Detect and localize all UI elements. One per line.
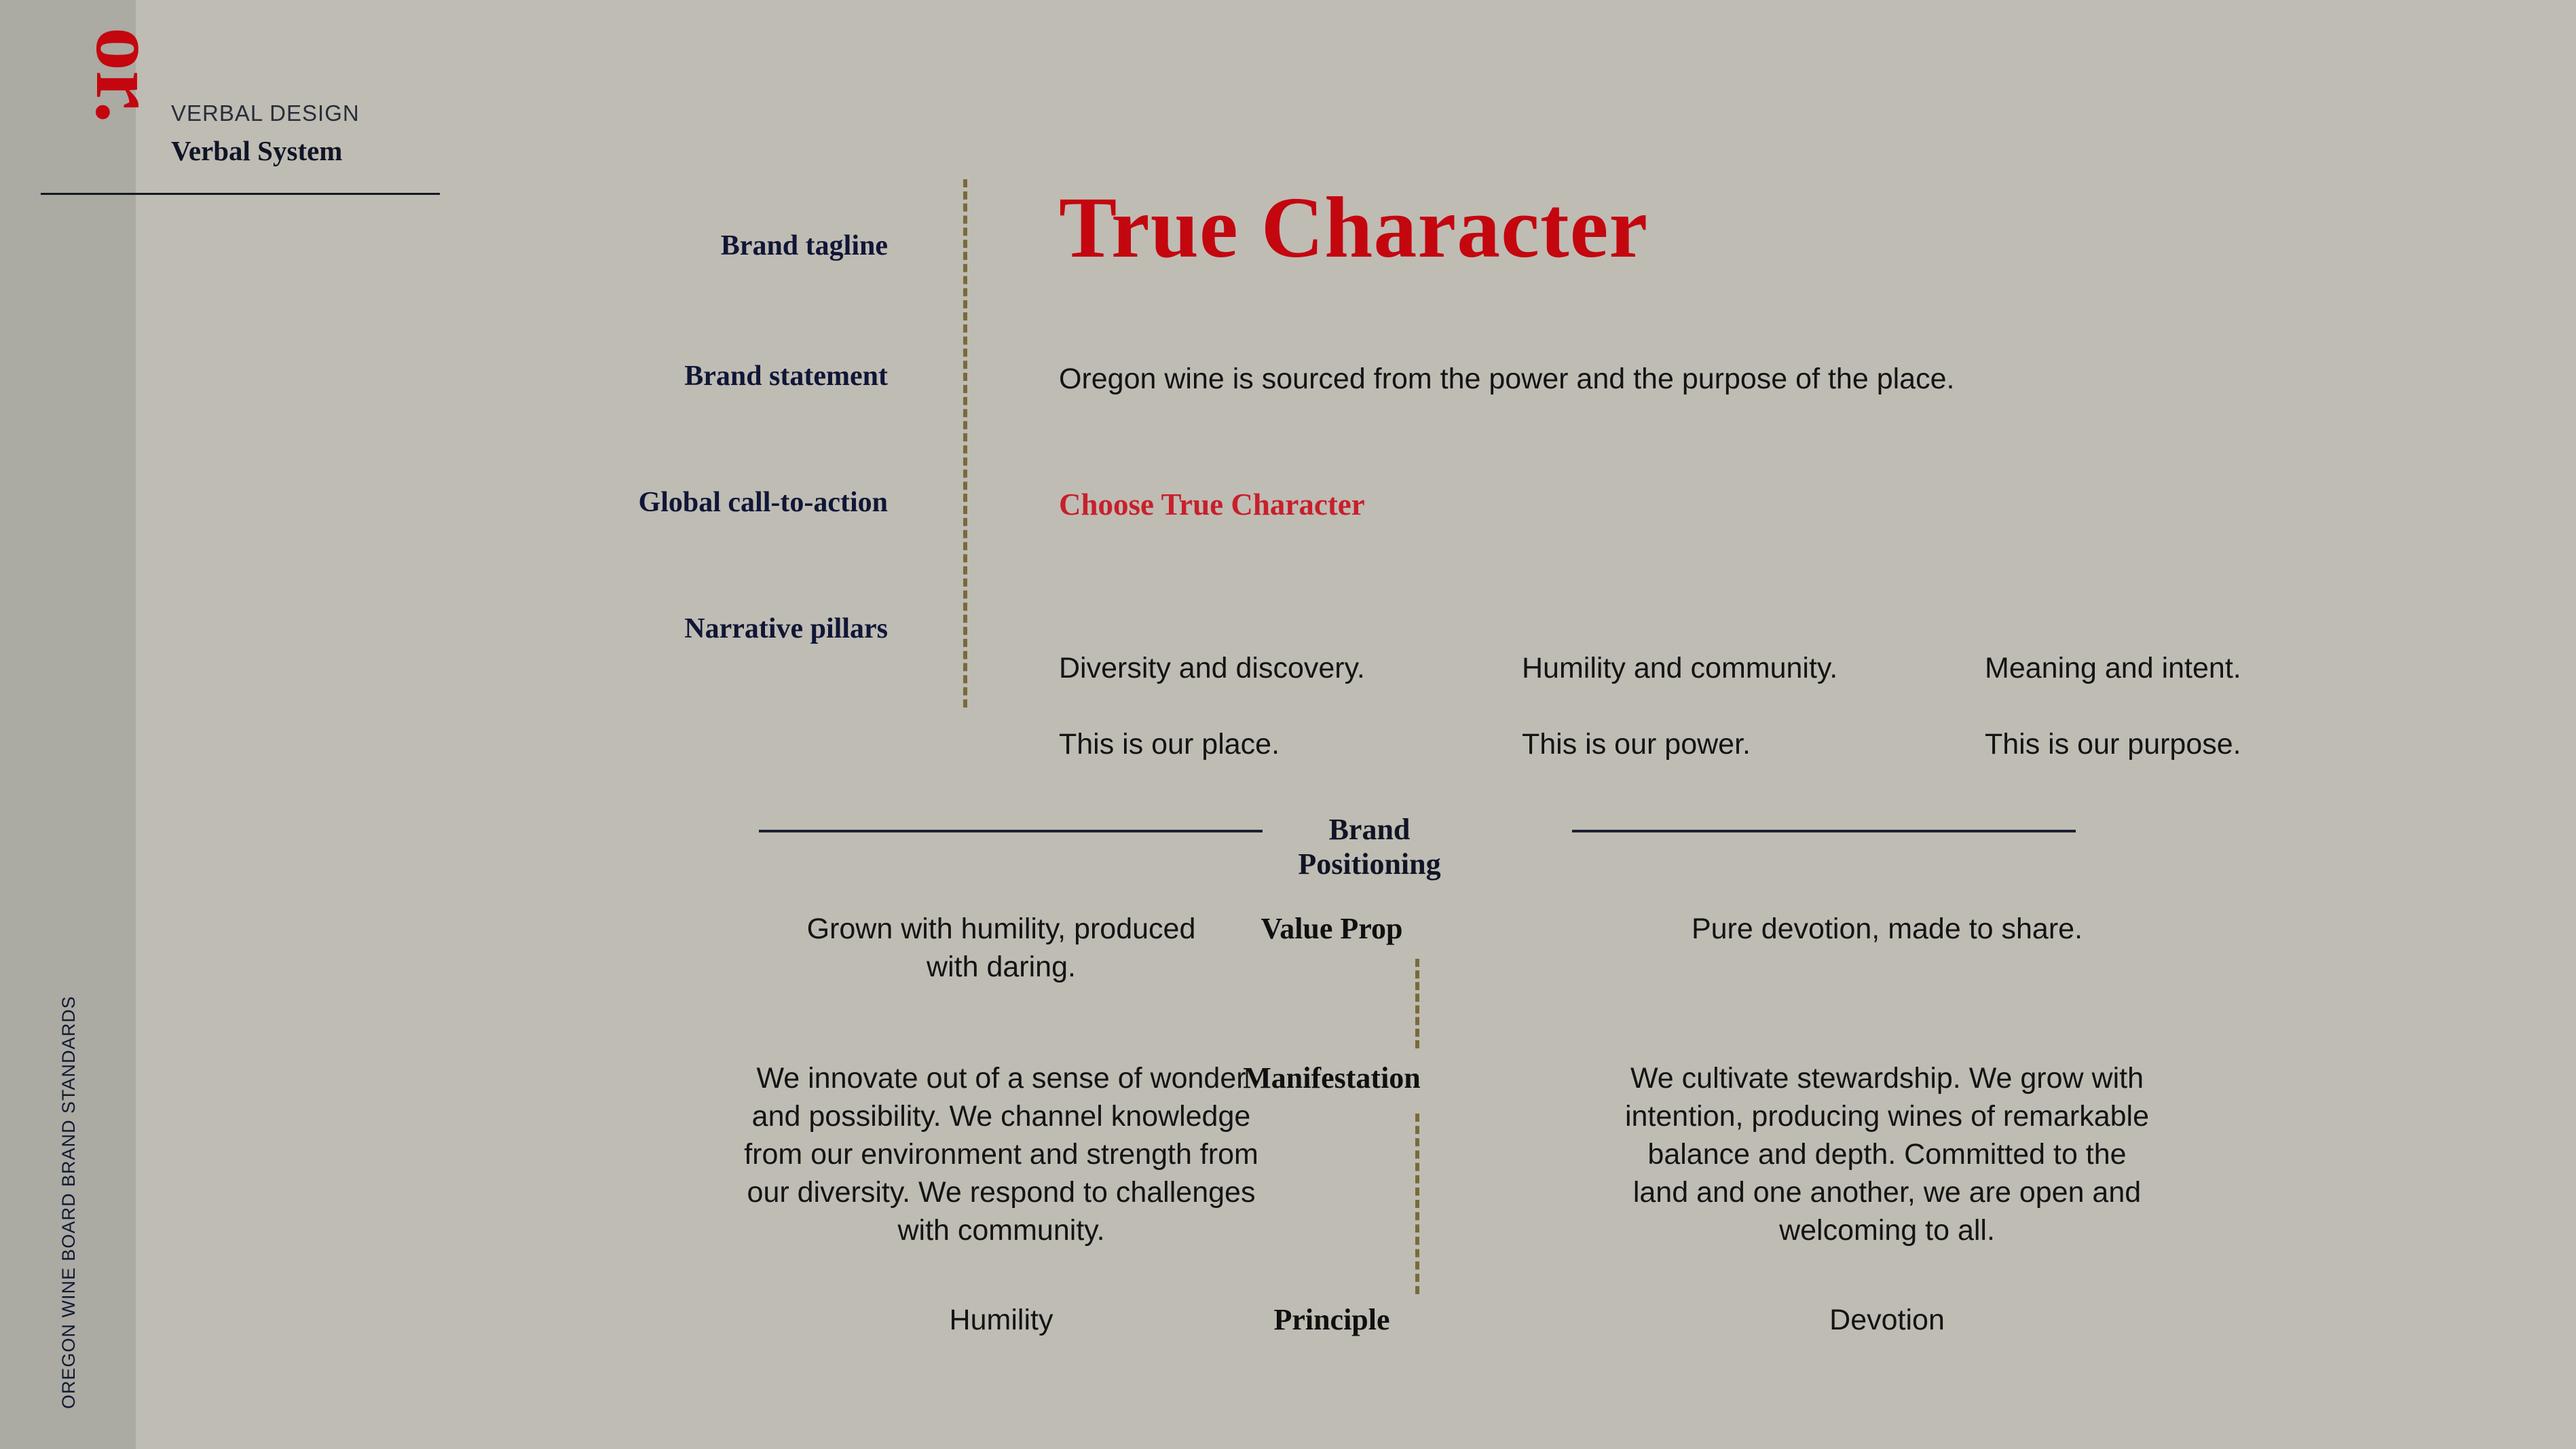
narrative-pillar [1985,611,2241,801]
pillar-line: This is our power. [1522,728,1751,760]
manifestation-label: Manifestation [1243,1061,1421,1095]
rows-vertical-divider [963,179,967,708]
label-brand-tagline: Brand tagline [720,230,888,261]
principle-label: Principle [1273,1303,1390,1336]
global-cta: Choose True Character [1059,488,1365,521]
narrative-pillar [1059,611,1365,801]
value-prop-label: Value Prop [1261,912,1403,945]
header-divider [41,193,440,195]
manifestation-right: We cultivate stewardship. We grow with intention, producing wines of remarkable balance and depth. Committed to the land and one another, we are open and welcoming to all. [1624,1062,2150,1247]
brand-standards-vertical-label: OREGON WINE BOARD BRAND STANDARDS [58,995,79,1409]
pillar-line: This is our place. [1059,728,1280,760]
pillar-line: Meaning and intent. [1985,652,2241,684]
label-global-cta: Global call-to-action [638,487,888,518]
brand-tagline: True Character [1059,179,1649,276]
positioning-connector [1415,959,1419,1048]
brand-statement: Oregon wine is sourced from the power and the purpose of the place. [1059,363,1955,395]
positioning-rule-right [1572,830,2076,832]
positioning-title: Brand Positioning [1298,813,1441,881]
section-eyebrow: VERBAL DESIGN [171,100,360,126]
label-brand-statement: Brand statement [684,361,888,392]
value-prop-right: Pure devotion, made to share. [1691,913,2083,945]
section-title: Verbal System [171,135,343,166]
pillar-line: Humility and community. [1522,652,1838,684]
narrative-pillar [1522,611,1837,801]
manifestation-left: We innovate out of a sense of wonder and possibility. We channel knowledge from our environment and strength from our diversity. We respond to challenges with community. [744,1062,1258,1247]
principle-right: Devotion [1829,1304,1945,1336]
pillar-line: This is our purpose. [1985,728,2241,760]
positioning-rule-left [759,830,1263,832]
positioning-connector [1415,1114,1419,1294]
value-prop-left: Grown with humility, produced with daring. [806,913,1196,983]
principle-left: Humility [949,1304,1053,1336]
pillar-line: Diversity and discovery. [1059,652,1365,684]
label-narrative-pillars: Narrative pillars [684,613,888,644]
brand-logo [33,20,174,163]
brand-logo-text: or. [78,27,174,124]
